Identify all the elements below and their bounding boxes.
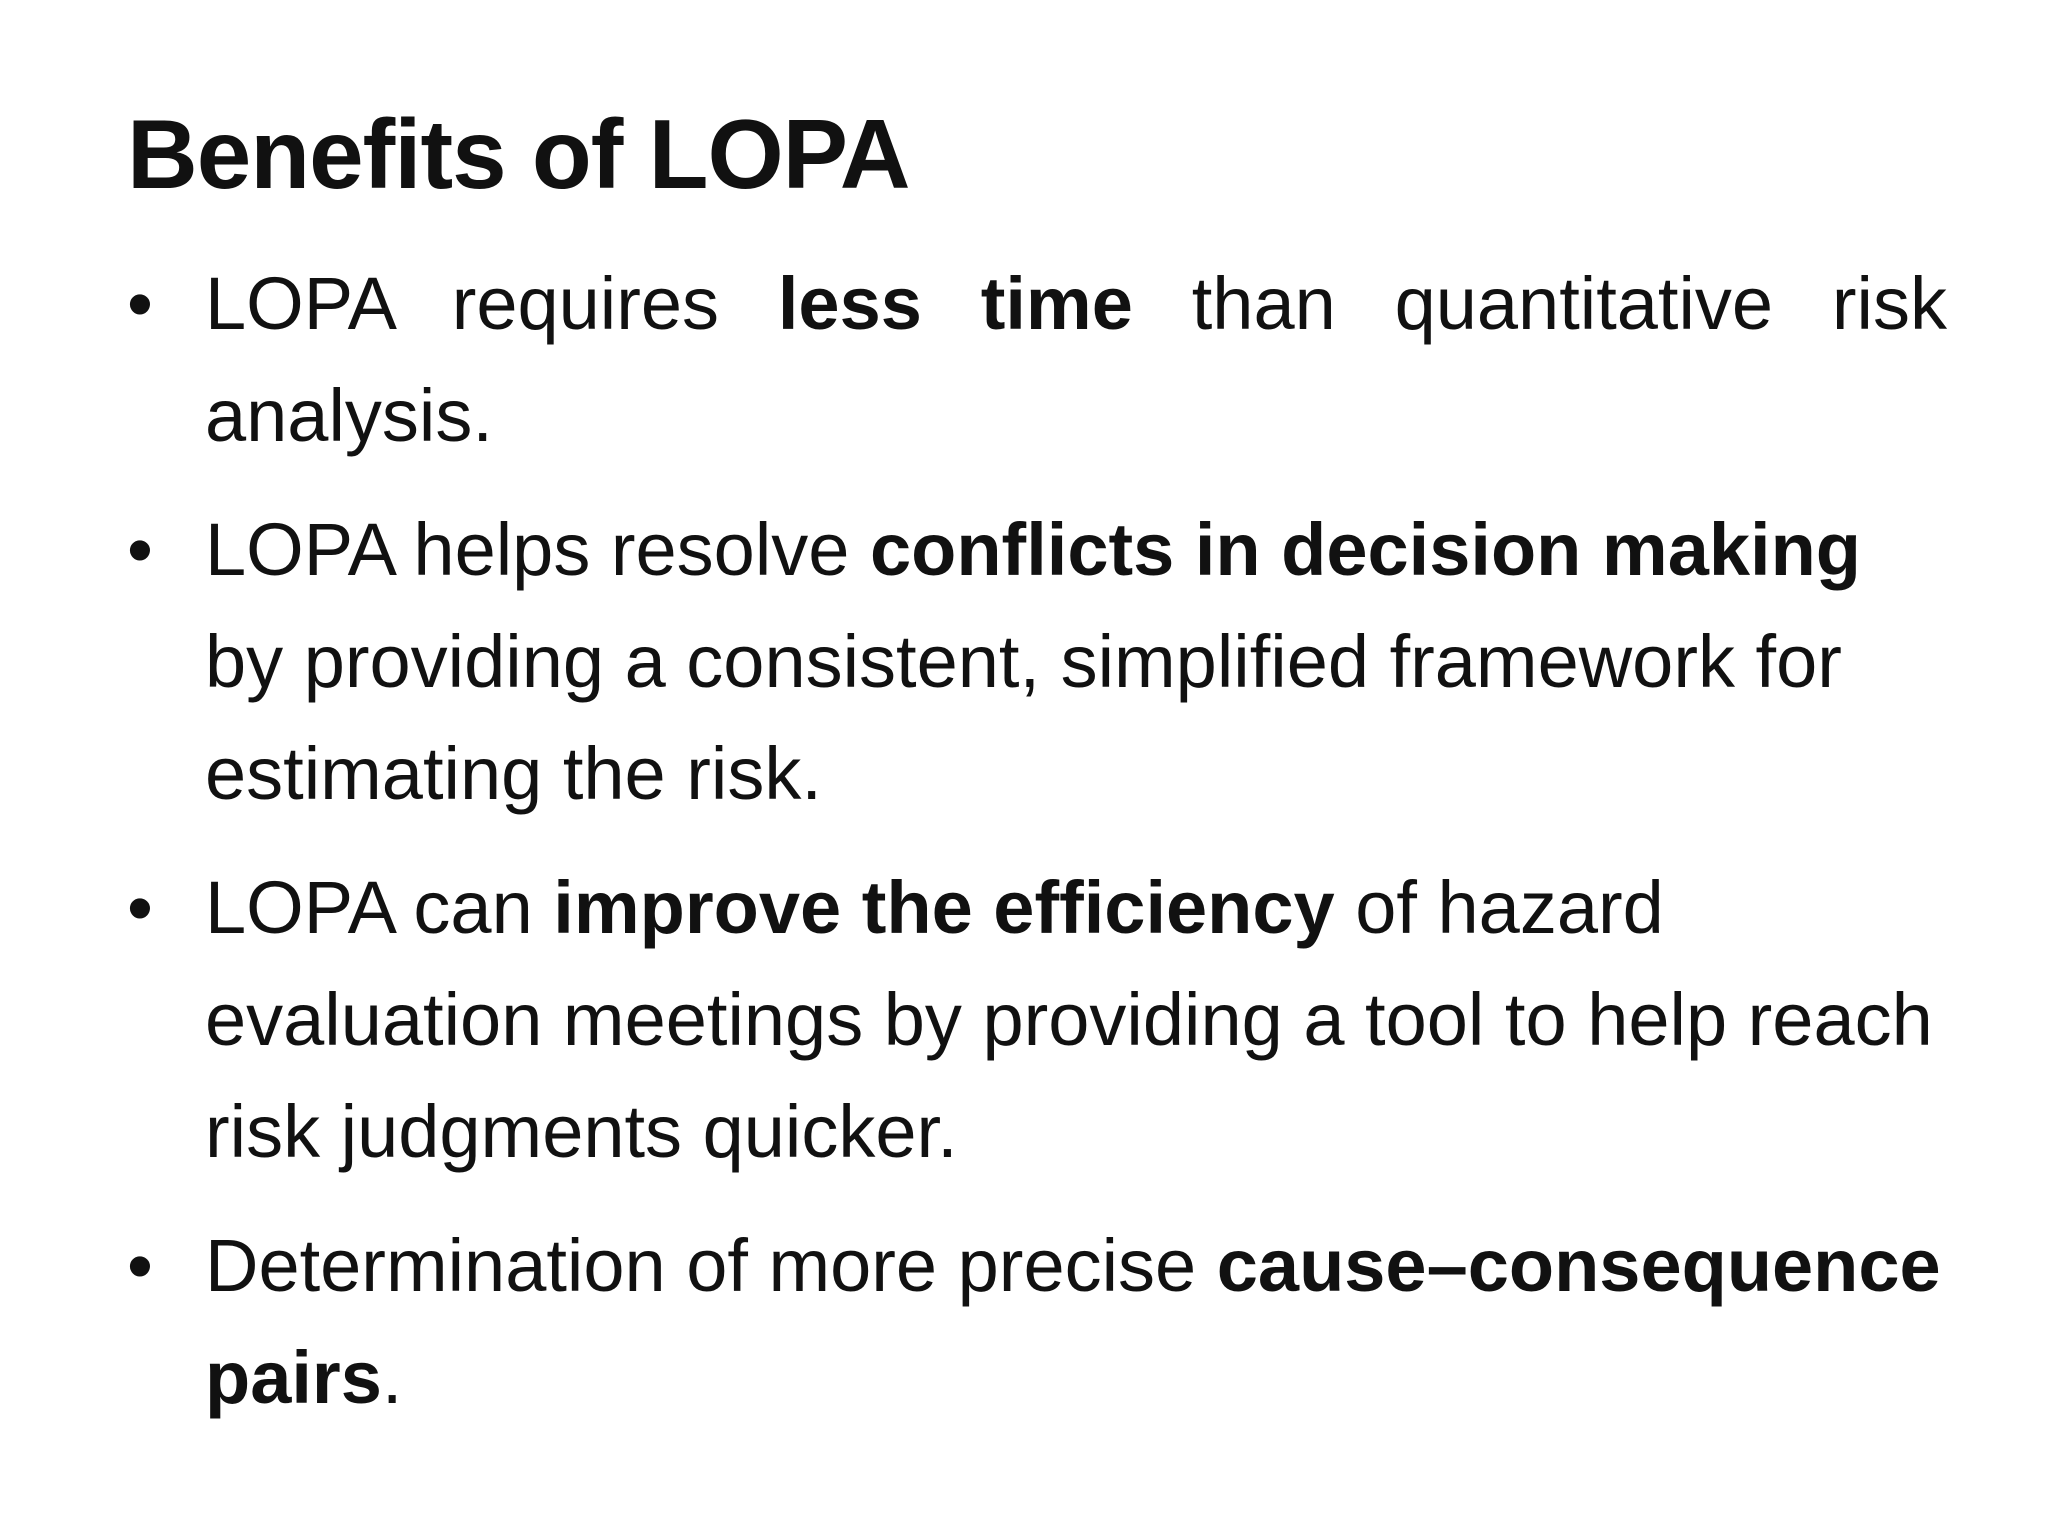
bullet-item-2: [127, 494, 1947, 830]
bullet-2-text-b: by providing a consistent, simplified framework for estimating the risk.: [205, 620, 1842, 815]
bullet-1-text-b: than quantitative risk analysis.: [205, 262, 1947, 457]
bullet-item-4: [127, 1210, 1947, 1434]
bullet-1-text-a: LOPA requires: [205, 262, 778, 345]
bullet-2-text-a: LOPA helps resolve: [205, 508, 870, 591]
bullet-3-emphasis: improve the efficiency: [553, 866, 1335, 949]
bullet-item-1: [127, 248, 1947, 472]
bullet-1-emphasis: less time: [777, 262, 1133, 345]
bullet-3-text-b: of hazard evaluation meetings by providing a tool to help reach risk judgments quicker.: [205, 866, 1933, 1173]
bullet-4-text-a: Determination of more precise: [205, 1224, 1217, 1307]
slide-title: Benefits of LOPA: [127, 99, 910, 209]
bullet-list: [127, 248, 1947, 1456]
bullet-3-text-a: LOPA can: [205, 866, 554, 949]
bullet-2-emphasis: conflicts in decision making: [870, 508, 1861, 591]
bullet-4-text-b: .: [381, 1336, 403, 1419]
bullet-item-3: [127, 852, 1947, 1188]
bullet-4-emphasis: cause–consequence pairs: [205, 1224, 1941, 1419]
